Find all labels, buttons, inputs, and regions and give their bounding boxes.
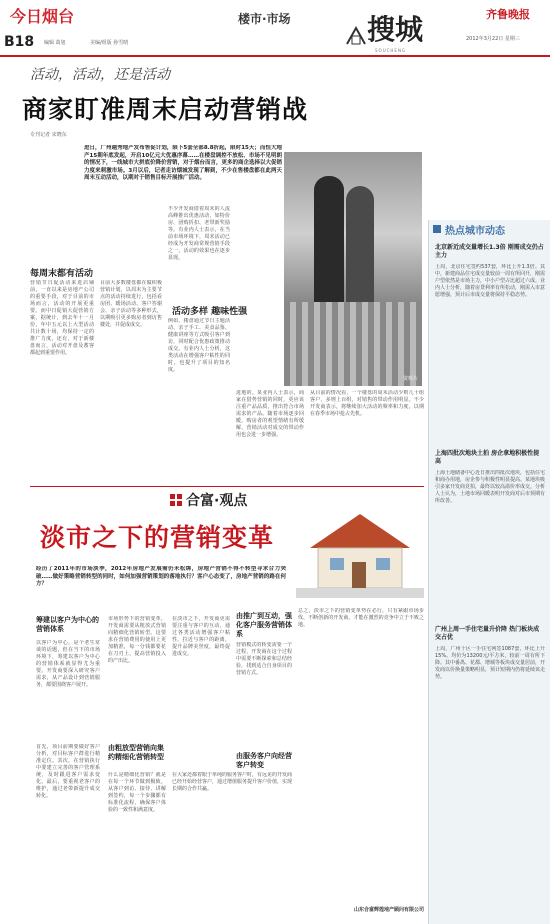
- designer: 美编/组版 孙雪晴: [90, 40, 129, 46]
- right-header-title: 热点城市动态: [445, 226, 505, 237]
- opinion-subhead-3: 由推广到互动，强化客户服务营销体系: [236, 612, 292, 638]
- opinion-summary: 经历了2011年的市场淡季，2012年房地产发展需仍未松绑，房地产营销不得不转型寻求合力突破……做好策略营销转型的同时，如何加强营销策划的落地执行？客户心态变了，房地产营销的路在何方？: [36, 566, 286, 587]
- opinion-tag-text: 合富·观点: [186, 493, 248, 509]
- lead-body-4: 例如，楼盘通过节日主题活动、亲子手工、美食品鉴、健康讲座等方式吸引客户到访，同时配合优惠政策推动成交。有业内人士分析，这类活动在增强客户粘性的同时，也提升了项目的知名度。: [168, 318, 230, 373]
- opinion-body-1: 以客户为中心，是个老生常谈的话题，但在当下的市场环境下，筹建以客户为中心的营销体系就显得尤为重要。开发商要深入研究客户需求，从产品设计到营销服务，都要围绕客户展开。: [36, 640, 100, 688]
- opinion-body-6: 营销模式的转变需要一个过程，开发商在这个过程中需要不断探索和总结经验，找到适合自身项目的营销方式。: [236, 642, 292, 676]
- lead-body-1: 营销节日促活动来进店铺前，一直以来是房地产公司的重要手段，对于目前的市场而言，活动的开展更重要。而中日促销大促营销方案，据统计，到去年十一月份，年中五元以上大型活动共计数十场，均保持一定的推广力度。还有，对于新楼盘而言，活动对开盘及蓄客都起到重要作用。: [30, 280, 94, 356]
- lead-photo: [284, 152, 422, 386]
- section-title: 今日烟台: [10, 7, 75, 26]
- lead-body-5: 进地的。某业内人士表示，商家在借势营销的同时，更应该注重产品品质，推出符合市场需求的产品。随着市场逐步回暖，购房者的观望情绪有所缓解，营销活动对成交的带动作用也会进一步增强。: [236, 390, 304, 438]
- right-item-3-body: 上周，广州十区一手住宅网签1087套，环比上升15%。均价为13200元/平方米，较前一周有所下降。其中番禺、花都、增城等板块成交量居前，开发商以价换量策略明显，预计短期内仍将延续该走势。: [435, 646, 545, 680]
- opinion-body-3: 市场形势下的营销变革，开发商需要从粗放式营销向精细化营销转型。这要求在营销费用的使用上更加精准，每一分钱都要花在刀刃上，提高营销投入的产出比。: [108, 616, 166, 664]
- right-item-1-body: 上周，北京住宅签约537套，环比上升1.3倍。其中，新建商品住宅成交量较前一周有所回升，刚需户型依然是市场主力，中小户型占比超过六成。业内人士分析，随着房贷利率有所松动，刚需入市意愿增强，预计后市成交量将保持平稳态势。: [435, 264, 545, 298]
- opinion-subhead-4: 由服务客户向经营客户转变: [236, 752, 292, 769]
- lead-body-3: 不少开发商借着周末的人流高峰推出优惠活动，如特价房、团购折扣、老带新奖励等。有业内人士表示，在当前市场环境下，周末活动已经成为开发商常规营销手段之一，活动的效果也在逐步显现。: [168, 206, 230, 261]
- logo-text: 搜城: [367, 13, 424, 46]
- opinion-subhead-1: 筹建以客户为中心的营销体系: [36, 616, 99, 633]
- lead-summary: 进日，广州越秀地产发布售促计划，限下5套全部8.8折起，限时15天；而恒大地产15期年底发起，开启10亿元大优惠序幕……在楼盘调控不放松、市场不见明朗的情况下，一线城市大拼底价降价营销，对于烟台而言，更多的商企选择以大促销力度来刺激市场。3月以后，记者走访烟城发现了解到，不少在售楼盘都在此两天周末互动活动，以期对于销售目标开展推广活动。: [84, 145, 282, 181]
- lead-byline: 专刊记者 宋晓东: [30, 132, 67, 138]
- opinion-body-5: 在淡市之下，开发商更需要注重与客户的互动，通过各类活动增强客户粘性，拉近与客户的距离，提升品牌美誉度，最终促进成交。: [172, 616, 230, 657]
- right-item-2-body: 上海土地储备中心近日推出四批次地块，包括住宅和商办用地，房企参与积极性明显提高。某地块吸引多家开发商竞拍，最终以较高溢价率成交。分析人士认为，土地市场回暖表明开发商对后市预期有所改善。: [435, 470, 545, 504]
- photo-credit: 资料片: [402, 376, 418, 382]
- house-icon: [296, 506, 424, 598]
- right-item-2-title: 上海四批次地块土拍 房企拿地积极性提高: [435, 450, 540, 465]
- paper-name: 齐鲁晚报: [486, 8, 530, 21]
- channel-title: 楼市·市场: [238, 12, 291, 26]
- lead-headline: 商家盯准周末启动营销战: [22, 95, 309, 124]
- logo-sub: SOUCHENG: [375, 48, 407, 53]
- right-column-header: [429, 220, 550, 240]
- house-grid-logo-icon: [345, 24, 367, 46]
- logo: [345, 6, 445, 54]
- issue-date: 2012年3月22日 星期三: [466, 36, 520, 42]
- figure-silhouette: [346, 186, 374, 306]
- lead-subhead-1: 每周末都有活动: [30, 269, 94, 279]
- opinion-headline: 淡市之下的营销变革: [40, 523, 275, 552]
- masthead: [0, 0, 550, 57]
- opinion-tag: [170, 490, 280, 510]
- lead-subhead-2: 活动多样 趣味性强: [172, 307, 248, 317]
- opinion-body-4: 什么是精细化营销？就是在每一个环节做到极致，从客户到访、接待、讲解到签约，每一个步骤都有标准化流程，确保客户体验的一致性和满意度。: [108, 772, 166, 813]
- right-item-3-title: 广州上周一手住宅量升价降 热门板块成交占优: [435, 626, 540, 641]
- divider: [30, 486, 424, 487]
- figure-silhouette: [314, 176, 344, 306]
- lead-kicker: 活动，活动，还是活动: [30, 67, 170, 83]
- house-illustration: [296, 506, 424, 598]
- grid-icon: [170, 494, 182, 506]
- right-item-1-title: 北京新近成交量增长1.3倍 刚需成交仍占主力: [435, 244, 544, 259]
- editor: 编辑 葛旭: [44, 40, 66, 46]
- opinion-author: 山东合富辉煌地产顾问有限公司: [353, 907, 424, 913]
- square-bullet-icon: [433, 225, 441, 233]
- page-number: B18: [4, 34, 35, 50]
- opinion-body-7: 在大家还都着眼于单纯的服务客户时，有远见的开发商已经开始经营客户，通过增值服务提升客户价值，实现长期的合作共赢。: [172, 772, 292, 792]
- lead-body-2: 目前大多数楼盘都在做积极营销计划，以周末为主要节点的活动持续进行，包括看房团、暖场活动、客户答谢会、亲子活动等多种形式，以期吸引更多购房者到访售楼处，并促成成交。: [100, 280, 162, 328]
- right-column: [428, 220, 550, 924]
- opinion-body-8: 总之，淡市之下的营销变革势在必行，只有紧跟市场步伐、不断创新的开发商，才能在激烈的竞争中立于不败之地。: [298, 608, 424, 628]
- opinion-body-2: 首先，项目前期要做好客户分析，对目标客户群进行精准定位。其次，在营销执行中要建立完善的客户管理系统，及时跟进客户需求变化。最后，要重视老客户的维护，通过老带新提升成交转化。: [36, 744, 100, 799]
- opinion-subhead-2: 由粗放型营销向集约精细化营销转型: [108, 744, 164, 761]
- building-model: [284, 302, 422, 386]
- lead-body-6: 从目前的情况看，一个楼盘的周末活动少则几十组客户，多则上百组，对销售的带动作用明显。不少开发商表示，将继续加大活动的频率和力度，以期在春季市场中抢占先机。: [310, 390, 424, 417]
